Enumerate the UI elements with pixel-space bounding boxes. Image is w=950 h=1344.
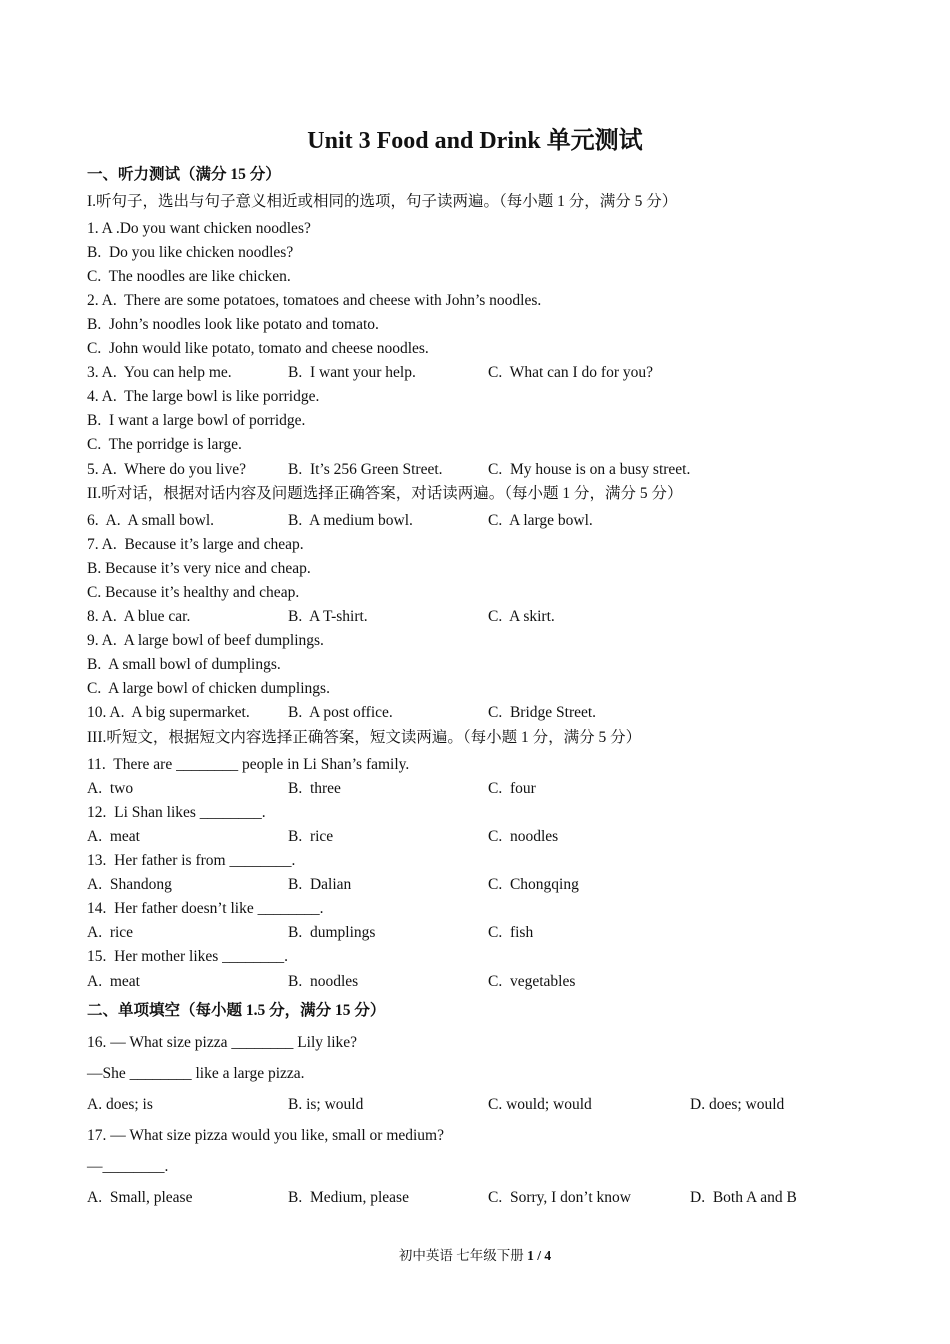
q17-line2: —________. xyxy=(87,1158,169,1175)
q17-option-a: A. Small, please xyxy=(87,1189,193,1206)
q2-option-c: C. John would like potato, tomato and cheese noodles. xyxy=(87,340,429,357)
q12-stem: 12. Li Shan likes ________. xyxy=(87,804,266,821)
q8-option-a: 8. A. A blue car. xyxy=(87,608,191,625)
footer-text: 初中英语 七年级下册 xyxy=(398,1248,528,1263)
q6-option-a: 6. A. A small bowl. xyxy=(87,512,215,529)
q15-option-a: A. meat xyxy=(87,973,140,990)
part3-instruction: III.听短文，根据短文内容选择正确答案，短文读两遍。（每小题 1 分，满分 5 分） xyxy=(87,729,642,746)
q3-option-a: 3. A. You can help me. xyxy=(87,364,232,381)
q10-option-a: 10. A. A big supermarket. xyxy=(87,704,250,721)
q16-option-b: B. is; would xyxy=(288,1096,364,1113)
q13-option-b: B. Dalian xyxy=(288,876,352,893)
q13-stem: 13. Her father is from ________. xyxy=(87,852,296,869)
q5-option-b: B. It’s 256 Green Street. xyxy=(288,461,443,478)
q9-option-b: B. A small bowl of dumplings. xyxy=(87,656,281,673)
q4-line: 4. A. The large bowl is like porridge. xyxy=(87,388,320,405)
q17-option-d: D. Both A and B xyxy=(690,1189,797,1206)
q6-option-c: C. A large bowl. xyxy=(488,512,593,529)
part2-instruction: II.听对话，根据对话内容及问题选择正确答案，对话读两遍。（每小题 1 分，满分 5 分） xyxy=(87,485,683,502)
q17-option-b: B. Medium, please xyxy=(288,1189,409,1206)
q15-option-b: B. noodles xyxy=(288,973,359,990)
q13-option-a: A. Shandong xyxy=(87,876,172,893)
q14-option-a: A. rice xyxy=(87,924,134,941)
q11-stem: 11. There are ________ people in Li Shan’s family. xyxy=(87,756,410,773)
q2-line: 2. A. There are some potatoes, tomatoes and cheese with John’s noodles. xyxy=(87,292,542,309)
q1-option-c: C. The noodles are like chicken. xyxy=(87,268,291,285)
q14-option-c: C. fish xyxy=(488,924,534,941)
q10-option-b: B. A post office. xyxy=(288,704,393,721)
q12-option-c: C. noodles xyxy=(488,828,559,845)
q17-line1: 17. — What size pizza would you like, small or medium? xyxy=(87,1127,444,1144)
q17-option-c: C. Sorry, I don’t know xyxy=(488,1189,631,1206)
q16-option-c: C. would; would xyxy=(488,1096,592,1113)
page-footer xyxy=(0,1247,950,1265)
q11-option-a: A. two xyxy=(87,780,134,797)
q16-option-a: A. does; is xyxy=(87,1096,153,1113)
q5-option-c: C. My house is on a busy street. xyxy=(488,461,691,478)
q16-line1: 16. — What size pizza ________ Lily like? xyxy=(87,1034,358,1051)
q8-option-b: B. A T-shirt. xyxy=(288,608,368,625)
q9-line: 9. A. A large bowl of beef dumplings. xyxy=(87,632,324,649)
q16-line2: —She ________ like a large pizza. xyxy=(87,1065,305,1082)
q7-option-c: C. Because it’s healthy and cheap. xyxy=(87,584,300,601)
q1-line: 1. A .Do you want chicken noodles? xyxy=(87,220,311,237)
section-heading-single-choice: 二、单项填空（每小题 1.5 分，满分 15 分） xyxy=(87,1002,386,1019)
q16-option-d: D. does; would xyxy=(690,1096,785,1113)
q14-option-b: B. dumplings xyxy=(288,924,376,941)
q4-option-c: C. The porridge is large. xyxy=(87,436,242,453)
q15-option-c: C. vegetables xyxy=(488,973,576,990)
q15-stem: 15. Her mother likes ________. xyxy=(87,948,289,965)
q7-line: 7. A. Because it’s large and cheap. xyxy=(87,536,304,553)
q10-option-c: C. Bridge Street. xyxy=(488,704,597,721)
page-number: 1 / 4 xyxy=(527,1248,552,1263)
q11-option-b: B. three xyxy=(288,780,341,797)
q12-option-b: B. rice xyxy=(288,828,334,845)
q2-option-b: B. John’s noodles look like potato and tomato. xyxy=(87,316,379,333)
part1-instruction: I.听句子，选出与句子意义相近或相同的选项，句子读两遍。（每小题 1 分，满分 5 分） xyxy=(87,193,678,210)
q5-option-a: 5. A. Where do you live? xyxy=(87,461,246,478)
q11-option-c: C. four xyxy=(488,780,536,797)
q9-option-c: C. A large bowl of chicken dumplings. xyxy=(87,680,330,697)
q6-option-b: B. A medium bowl. xyxy=(288,512,413,529)
q8-option-c: C. A skirt. xyxy=(488,608,555,625)
q14-stem: 14. Her father doesn’t like ________. xyxy=(87,900,324,917)
q12-option-a: A. meat xyxy=(87,828,140,845)
q4-option-b: B. I want a large bowl of porridge. xyxy=(87,412,306,429)
q1-option-b: B. Do you like chicken noodles? xyxy=(87,244,294,261)
q7-option-b: B. Because it’s very nice and cheap. xyxy=(87,560,311,577)
page-title: Unit 3 Food and Drink 单元测试 xyxy=(307,128,643,154)
q3-option-c: C. What can I do for you? xyxy=(488,364,653,381)
q13-option-c: C. Chongqing xyxy=(488,876,579,893)
q3-option-b: B. I want your help. xyxy=(288,364,416,381)
section-heading-listening: 一、听力测试（满分 15 分） xyxy=(87,166,281,183)
